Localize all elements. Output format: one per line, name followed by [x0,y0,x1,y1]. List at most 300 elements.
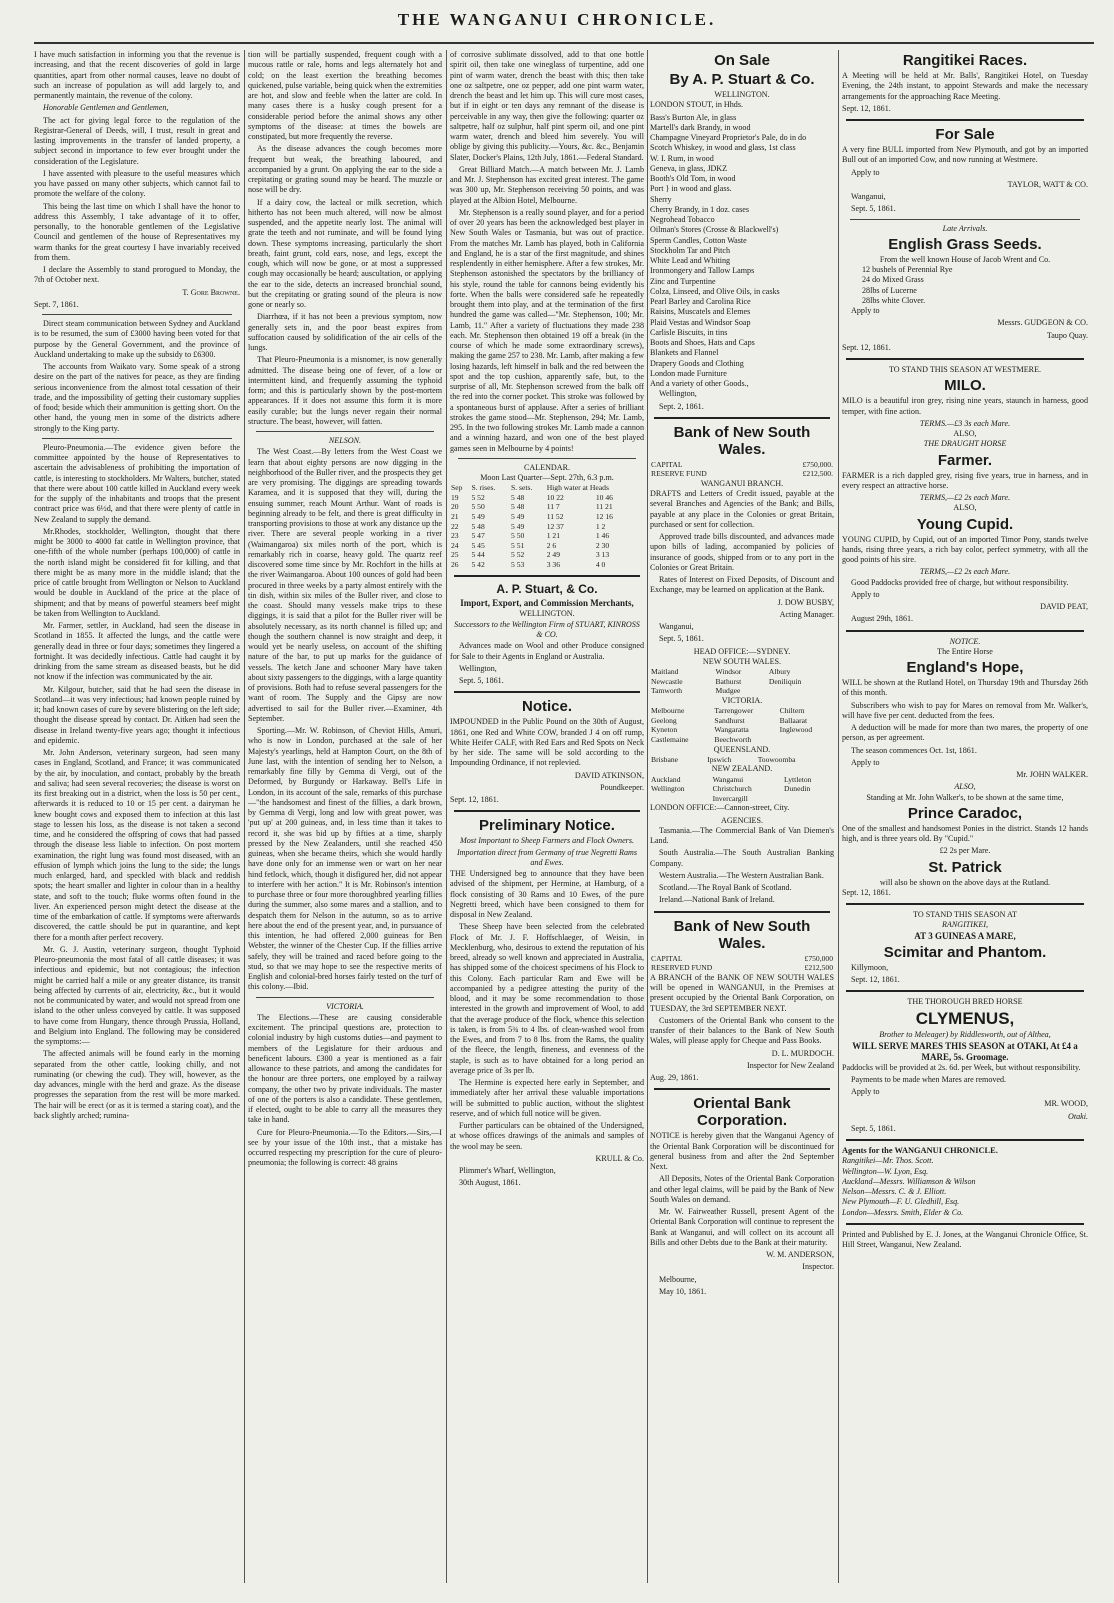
ad-date: August 29th, 1861. [851,614,914,624]
ad-date: Sept. 5, 1861. [459,676,504,686]
ad-body: A BRANCH of the BANK OF NEW SOUTH WALES will be opened in WANGANUI, in the Premises at present occupied by the Oriental Bank Corporation, on TUESDAY, the 3rd SEPTEMBER NEXT. [650,972,834,1013]
ad-body: Advances made on Wool and other Produce consigned for Sale to their Agents in England or Australia. [450,641,644,661]
ad-subtitle: Brother to Meleager) by Riddlesworth, out of Althea, [879,1030,1051,1040]
calendar-cell: 5 45 [471,540,485,550]
signature: T. Gore Browne. [182,287,240,297]
article-paragraph: Mr. Farmer, settler, in Auckland, had seen the disease in Scotland in 1855. It affected the lungs, and the cattle were generally dead in three or four days; sometimes they lingered a fortnight. It was decidedly infectious. Cattle had caught it by drinking from the same stream as diseased beasts, but he did not know if the infection was communicated by the air. [34,621,240,682]
capital-table [650,460,834,479]
agent-item: Nelson—Messrs. C. & J. Elliott. [842,1187,947,1196]
ad-title: Farmer. [937,451,993,469]
branch-cell: Inglewood [779,725,813,735]
ad-body: DRAFTS and Letters of Credit issued, payable at the several Branches and Agencies of the Bank; and Bills, payable at any place in the Colonies or great Britain, purchased or sent for collection. [650,489,834,529]
ad-body: Mr. W. Fairweather Russell, present Agent of the Oriental Bank Corporation will continue to represent the Bank at Wanganui, and will collect on its account all Bills and other Debts due to the Bank at their maturity. [650,1207,834,1247]
goods-item: Ironmongery and Tallow Lamps [650,266,755,276]
calendar-row [450,522,644,532]
calendar-cell: 5 50 [511,531,525,541]
capital-label: CAPITAL [651,953,683,963]
reserve-label: RESERVE FUND [651,469,707,479]
ad-pre: Standing at Mr. John Walker's, to be shown at the same time, [866,792,1064,802]
branch-cell: Melbourne [651,706,685,716]
ad-place: Melbourne, [659,1274,697,1284]
ad-pre: The Entire Horse [937,646,993,656]
ad-body: A deduction will be made for more than two mares, the property of one person, as per agreement. [842,723,1088,743]
ad-body: Further particulars can be obtained of the Undersigned, at whose offices drawings of the animals and samples of the wool may be seen. [450,1121,644,1151]
ad-title: For Sale [935,126,995,143]
ad-title: Oriental Bank Corporation. [693,1095,791,1130]
reserve-value: £212,500. [802,469,833,479]
article-paragraph: The affected animals will be found early in the morning separated from the other cattle, looking chilly, and not ruminating (or chewing the cud). They will, however, as the day advances, mingle with the herd and graze. As the disease progresses the separation from the rest will be more marked. The hair will be erect (or as it is termed a staring coat), and the back slightly arched; rumina- [34,1049,240,1120]
ad-body: MILO is a beautiful iron grey, rising nine years, staunch in harness, good temper, with fine action. [842,396,1088,416]
goods-item: Scotch Whiskey, in wood and glass, 1st class [650,143,796,153]
article-paragraph: Direct steam communication between Sydney and Auckland is to be resumed, the sum of £3000 having been voted for that purpose by the General Government, and the province of Auckland undertaking to make up the subsidy to £6300. [34,319,240,359]
agency: Tasmania.—The Commercial Bank of Van Diemen's Land. [650,825,834,846]
ad-body: IMPOUNDED in the Public Pound on the 30th of August, 1861, one Red and White COW, branded J 4 on off rump, White Heifer CALF, with Red Ears and Red Spots on Neck by her side. The same will be sold according to the Impounding Ordinance, if not replevied. [450,717,644,768]
ad-body: FARMER is a rich dappled grey, rising five years, true in harness, and in every respect an attractive horse. [842,470,1088,490]
calendar-row [450,493,644,503]
agents-heading: Agents for the WANGANUI CHRONICLE. [842,1146,998,1155]
ad-date: Sept. 12, 1861. [842,887,891,897]
signature-role: Inspector. [802,1262,834,1272]
branch-cell: Christchurch [712,784,752,794]
branch-cell: Sandhurst [714,715,745,725]
goods-item: Bass's Burton Ale, in glass [650,112,737,122]
branch-cell: Deniliquin [768,676,802,686]
late-arrivals: Late Arrivals. [942,223,988,233]
calendar-row [450,550,644,560]
branch-cell [783,794,834,804]
branch-cell [768,686,834,696]
signature: W. M. ANDERSON, [766,1250,834,1260]
signature: D. L. MURDOCH. [771,1048,834,1058]
branch-cell: Windsor [715,667,742,677]
stand-heading: TO STAND THIS SEASON AT WESTMERE. [888,365,1042,374]
also-label: ALSO, [953,503,977,513]
article-paragraph: I declare the Assembly to stand prorogued to Monday, the 7th of October next. [34,265,240,285]
branch-cell [779,735,834,745]
divider [846,1139,1084,1141]
goods-item: Zinc and Turpentine [650,276,716,286]
branch-cell: Bathurst [715,676,742,686]
article-paragraph: Mr. John Anderson, veterinary surgeon, had seen many cases in England, Scotland, and France; it was communicated by the air, by inoculation, and contact, probably by the breath and saliva; had seen several recoveries; the disease is worst on its first breaking out in a district, when the loss is 50 per cent., afterwards it is reduced to 10 or 15 per cent. a dairyman he knew bought cows and exposed them to infection at this last stage to lessen his loss, as the disease is not taken a second time, and he considered the offspring of cows that had passed through the disease less liable to infection. On post mortem examination, the right lung was found most diseased, with an effusion of lymph which joins the lung to the side; the lungs much enlarged, hard, and speckled with black and reddish spots; the heart smaller and lighter in colour than in a healthy state, and soft to the touch; fluke worms often found in the liver. An experienced person might detect the disease at the time of the embarkation of cattle. If symptoms were afterwards discovered, the cattle should be put in quarantine, and kept there for a month after perfect recovery. [34,748,240,942]
ad-place: Wellington, [659,389,697,399]
goods-list [650,113,834,390]
calendar-cell: 5 52 [471,492,485,502]
divider [654,417,830,419]
calendar-cell: 23 [451,531,459,541]
calendar-cell: 22 [451,521,459,531]
ad-date: Sept. 2, 1861. [659,401,704,411]
article-paragraph: The Elections.—These are causing considerable excitement. The principal questions are, protection to colonial industry by high customs duties—and payment to members of the Legislature for their arduous and beneficent labours. £300 a year is mentioned as a fair allowance to these patriots, and among the candidates for the honour are three porters, one employed by a railway company, the other two by private individuals. The master of one of the porters is also a candidate. These gentlemen, if elected, ought to be able to carry all the measures they take in hand. [248,1012,442,1125]
branch-cell: Kyneton [651,725,678,735]
goods-item: Champagne Vineyard Proprietor's Pale, do in do [650,133,807,142]
ad-title: English Grass Seeds. [888,235,1042,253]
calendar-cell: 5 49 [471,512,485,522]
divider [846,990,1084,992]
ad-place: Plimmer's Wharf, Wellington, [459,1166,556,1176]
ad-title: CLYMENUS, [915,1009,1015,1029]
calendar-cell: 1 2 [595,521,606,531]
goods-item: Sherry [650,194,672,204]
ad-pre: THE THOROUGH BRED HORSE [907,997,1023,1006]
capital-value: £750,000. [802,459,833,469]
capital-label: CAPITAL [651,459,683,469]
ad-apply: Apply to [851,306,880,315]
seed-item: 12 bushels of Perennial Rye [862,265,953,274]
agent-item: London—Messrs. Smith, Elder & Co. [842,1207,964,1217]
ad-body: Payments to be made when Mares are removed. [851,1074,1007,1084]
goods-item: Blankets and Flannel [650,348,719,358]
ad-body: A very fine BULL imported from New Plymouth, and got by an imported Bull out of an imported Cow, and now running at Westmere. [842,145,1088,165]
ad-body: Good Paddocks provided free of charge, but without responsibility. [851,577,1069,587]
stand-heading: TO STAND THIS SEASON AT [913,910,1017,919]
calendar-cell: 5 48 [511,502,525,512]
ad-place: Killymoon, [851,962,889,972]
region-heading: VICTORIA. [721,695,763,705]
branch-row [650,667,834,677]
calendar-cell: 11 52 [546,512,564,522]
signature: KRULL & Co. [595,1153,644,1163]
calendar-row [450,531,644,541]
agency: South Australia.—The South Australian Banking Company. [650,848,834,868]
ad-body: WILL SERVE MARES THIS SEASON at OTAKI, At £4 a MARE, 5s. Groomage. [852,1040,1078,1062]
imprint: Printed and Published by E. J. Jones, at the Wanganui Chronicle Office, St. Hill Street, Wanganui, New Zealand. [842,1229,1088,1249]
calendar-cell: 25 [451,550,459,560]
notice-heading: NOTICE. [949,636,981,646]
branch-cell: Ipswich [707,754,732,764]
signature: TAYLOR, WATT & CO. [1007,179,1088,189]
calendar-cell: 21 [451,512,459,522]
signature-role: Poundkeeper. [600,782,644,792]
ad-body: Subscribers who wish to pay for Mares on removal from Mr. Walker's, will have five per cent. deducted from the fees. [842,700,1088,720]
agency: Western Australia.—The Western Australian Bank. [659,870,824,880]
ad-terms: TERMS,—£2 2s each Mare. [919,567,1011,577]
ad-place: Otaki. [1067,1111,1088,1121]
section-heading: NELSON. [328,436,362,445]
calendar-header: Sep [451,483,463,493]
ad-body: The season commences Oct. 1st, 1861. [851,745,977,755]
article-paragraph: Mr. Stephenson is a really sound player, and for a period of over 20 years has been the acknowledged best player in New South Wales or Tasmania, but was out of practice. From the matches Mr. Lamb has played, both in California and England, he is a star of the first magnitude, and shines resplendently in either hemisphere. After a few strokes, Mr. Stephenson astonished the spectators by the brilliancy of his style, round the table for cannons being evidently his forte. When the balls were considered safe he repeatedly brought them into play, and at the termination of the first hundred the game was called—"Mr. Stephenson, 100; Mr. Lamb, 11." After a variety of fluctuations they made 238 each. Mr. Stephenson then obtained 19 off a break (in the course of which he made some extraordinary screws), making the game 257 to 238. Mr. Lamb, after making a few losing hazards, left himself in balk and the red between the spot and the top cushion, apparently safe, but, to the surprise of all, Mr. Stephenson screwed from the balk off the red into the corner pocket. This stroke was followed by a spontaneous burst of applause. After a series of brilliant strokes the game stood—Mr. Stephenson, 294; Mr. Lamb, 295. In the two following strokes Mr. Lamb made a cannon and a winning hazard, and won one of the best played games seen in Melbourne by 4 points! [450,207,644,453]
branch-table [650,775,834,804]
agency: Ireland.—National Bank of Ireland. [659,895,775,905]
ad-body: WILL be shown at the Rutland Hotel, on Thursday 19th and Thursday 26th of this month. [842,678,1088,698]
goods-item: W. I. Rum, in wood [650,153,714,163]
seed-list [842,265,1088,306]
article-paragraph: The West Coast.—By letters from the West Coast we learn that about eighty persons are now digging in the neighborhood of the Buller river, and the prospects they get are very promising. The diggings are spreading towards Karamea, and it is supposed that they will, during the ensuing summer, reach Mount Arthur. Want of roads is beginning already to be felt, and there is great difficulty in transporting provisions to those at work any distance up the river. There are several people working in a river (Waimangaroa) six miles north of the port, which is remarkably rich in coarse, heavy gold. The quartz reef discovered some time since by Mr. Rochfort in the hills at the river Waimangaroa. About 100 ounces of gold had been procured in three weeks by a party almost entirely with the tin dish, within six miles of the Buller river, and close to the coast. Should many vessels make trips to these diggings, it is said that a pilot for the Buller river will be absolutely necessary, as its north channel is filled up; and though the southern channel is now straight and deep, it would yet be nearly useless, on account of the shifting nature of the bar, to put up marks for the guidance of vessels. The ketch Jane and schooner Mary have taken about sixty passengers to the diggings, with a large quantity of provisions. Both had to refuse several passengers for the want of room. The Supply and the Gipsy are now advertised to sail for the Buller river.—Examiner, 4th September. [248,447,442,723]
branch-cell: Toowoomba [757,754,796,764]
branch-row [650,775,834,785]
ad-date: Sept. 12, 1861. [842,103,891,113]
calendar-cell: 5 49 [511,512,525,522]
branch-name: WANGANUI BRANCH. [700,478,784,488]
address-line: Honorable Gentlemen and Gentlemen, [43,103,169,113]
calendar-table [450,483,644,569]
goods-item: Booth's Old Tom, in wood [650,174,736,183]
branch-cell: Geelong [651,715,677,725]
head-office: HEAD OFFICE:—SYDNEY. [693,646,791,656]
calendar-cell: 11 7 [546,502,560,512]
agent-item: Rangitikei—Mr. Thos. Scott. [842,1156,934,1166]
ad-title: Scimitar and Phantom. [883,943,1047,961]
ad-subtitle: Importation direct from Germany of true Negretti Rams and Ewes. [456,847,638,867]
ad-place: WELLINGTON. [714,90,770,99]
calendar-cell: 2 49 [546,550,560,560]
ad-body: THE Undersigned beg to announce that they have been advised of the shipment, per Hermine, at Hamburg, of a flock consisting of 30 Rams and 10 Ewes, of the pure Negretti breed, which have been consigned to them for disposal in New Zealand. [450,869,644,920]
ad-body: These Sheep have been selected from the celebrated Flock of Mr. J. F. Hoffschlaeger, of Weisin, in Mecklenburg, who, desirous to extend the reputation of his breed, already so well known and appreciated in Australia, has shipped some of the choicest specimens of his Flock to this Colony. Each particular Ram and Ewe will be accompanied by a pedigree attesting the purity of the blood, and it may be some recommendation to those interested in the growth and improvement of Wool, to add that the average produce of the flock, whence this selection is taken, is from 5¾ to 4 lbs. of clean-washed wool from the Ewes, and from 7 to 8 lbs. from the Rams, the quality of the fleece, the length, fineness, and evenness of the staple, is such as to have obtained for a long period an average price of 3s per lb. [450,922,644,1075]
divider [256,997,434,998]
stand-place: RANGITIKEI, [941,920,989,930]
divider [846,903,1084,905]
calendar-cell: 24 [451,540,459,550]
ad-apply: Apply to [851,757,880,767]
branch-cell: Maitland [651,667,679,677]
column-1 [34,50,240,1583]
branch-cell: Albury [768,667,791,677]
branch-table [650,667,834,696]
column-5 [842,50,1088,1583]
branch-cell: Tamworth [651,686,683,696]
ad-body: YOUNG CUPID, by Cupid, out of an imported Timor Pony, stands twelve hands, rising three years, a rich bay color, perfect symmetry, with all the good points of his sire. [842,534,1088,564]
seed-item: 28lbs white Clover. [862,295,926,305]
ad-place: WELLINGTON. [519,608,575,618]
branch-table [650,706,834,744]
ad-subtitle: Most Important to Sheep Farmers and Flock Owners. [460,836,634,846]
agent-item: Auckland—Messrs. Williamson & Wilson [842,1176,976,1186]
column-divider [446,50,447,1583]
article-paragraph: tion will be partially suspended, frequent cough with a mucous rattle or rale, horns and legs alternately hot and cold; on the least exertion the breathing becomes quickened, pulse variable, being quick when the extremities are hot, and slow and feeble when the latter are cold. In many cases there is a husky cough present for a considerable period before the animal shows any other symptoms of the disease: at times the bowels are constipated, but more frequently the reverse. [248,50,442,141]
branch-cell: Newcastle [651,676,683,686]
branch-cell: Wangaratta [714,725,749,735]
signature-role: Inspector for New Zealand [747,1060,834,1070]
branch-cell: Beechworth [714,735,752,744]
branch-cell: Ballaarat [779,715,808,725]
goods-item: Stockholm Tar and Pitch [650,245,730,255]
calendar-cell: 19 [451,492,459,502]
ad-subtitle: Import, Export, and Commission Merchants, [460,597,634,608]
ad-body: One of the smallest and handsomest Ponies in the district. Stands 12 hands high, and is three years old. By "Cupid." [842,823,1088,843]
section-heading: VICTORIA. [326,1001,364,1011]
calendar-row [450,560,644,570]
goods-item: Sperm Candles, Cotton Waste [650,235,747,245]
ad-title: On Sale [714,52,770,69]
divider [654,911,830,913]
seed-item: 24 do Mixed Grass [862,275,924,285]
ad-title: Rangitikei Races. [902,52,1028,69]
ad-title: Young Cupid. [916,515,1014,533]
article-paragraph: The accounts from Waikato vary. Some speak of a strong desire on the part of the natives for peace, as they are finding serious inconvenience from the almost total cessation of their trade, and the impossibility of getting their customary supplies of food; beside which their ammunition is getting short. On the other hand, the young men in some of the districts adhere strongly to the King party. [34,362,240,433]
region-heading: NEW ZEALAND. [711,764,773,774]
article-paragraph: Great Billiard Match.—A match between Mr. J. Lamb and Mr. J. Stephenson has excited great interest. The game was 300 up, Mr. Stephenson receiving 50 points, and was played at the Albion Hotel, Melbourne. [450,164,644,205]
calendar-cell: 4 0 [595,560,606,569]
signature: Messrs. GUDGEON & CO. [997,318,1088,328]
branch-row [650,735,834,745]
calendar-cell: 5 53 [511,560,525,569]
signature: Mr. JOHN WALKER. [1016,770,1088,779]
goods-item: Oilman's Stores (Crosse & Blackwell's) [650,225,779,235]
ad-date: Sept. 12, 1861. [842,342,891,352]
branch-cell: Tarrengower [714,706,754,716]
ad-body: The Hermine is expected here early in September, and immediately after her arrival these valuable importations will be submitted to public auction, without the slightest reserve, and of which full notice will be given. [450,1078,644,1118]
capital-value: £750,000 [804,953,833,963]
article-paragraph: Pleuro-Pneumonia.—The evidence given before the committee appointed by the house of Representatives to ascertain the advisableness of prohibiting the importation of cattle, is interesting to stockholders. Mr Walters, butcher, stated that there were about 100 cattle killed in Auckland every week for the supply of the inhabitants and troops that the present contract price was 6½d, and that there were plenty of cattle in New Zealand to supply the demand. [34,442,240,524]
divider [454,691,640,693]
calendar-header: S. rises. [471,483,496,493]
article-paragraph: Mr. G. J. Austin, veterinary surgeon, thought Typhoid Pleuro-pneumonia the most fatal of all cattle diseases; it was infectious and epidemic, but not contagious; the infection might be carried half a mile or any greater distance, its transit being affected by currents of air, electricity, &c., but it would not be communicated by water, and would not spread from one island to the other unless conveyed by cattle. It was supposed to have come from Hungary, thence through Prussia, Holland, and Belgium into England. The following may be considered the symptoms:— [34,944,240,1046]
divider [846,1223,1084,1225]
calendar-cell: 3 36 [546,560,560,569]
region-heading: NEW SOUTH WALES. [702,656,782,666]
london-office: LONDON OFFICE:—Cannon-street, City. [650,803,790,813]
ad-title: St. Patrick [928,858,1002,876]
calendar-cell: 12 16 [595,512,613,522]
calendar-cell: 1 21 [546,531,560,541]
branch-row [650,706,834,716]
ad-body: Paddocks will be provided at 2s. 6d. per Week, but without responsibility. [842,1062,1081,1072]
agency: Scotland.—The Royal Bank of Scotland. [659,883,792,893]
calendar-cell: 5 49 [511,521,525,531]
ad-date: 30th August, 1861. [459,1178,521,1188]
region-heading: QUEENSLAND. [713,744,771,754]
reserve-value: £212,500 [804,963,833,973]
branch-cell: Castlemaine [651,735,689,744]
agents-list [842,1156,1088,1218]
ad-terms: TERMS,—£2 2s each Mare. [919,493,1011,502]
ad-apply: Apply to [851,589,880,599]
article-paragraph: If a dairy cow, the lacteal or milk secretion, which hitherto has not been much altered, will now be almost suspended, and the appetite nearly lost. The animal will grate the teeth and not ruminate, and will be found lying down. These symptoms increasing, particularly the short breath, faint grunt, cold ears, nose, and legs, except the cough, which will now be gone, or at most a suppressed cough may occasionally be heard; auscultation, or applying the ear to the side, detects an increased bronchial sound, but the crepitating or grating sound of the pleura is now gone or nearly so. [248,197,442,309]
branch-cell: Lyttleton [784,774,812,784]
ad-subtitle: From the well known House of Jacob Wrent and Co. [879,254,1051,264]
branch-row [650,725,834,735]
calendar-cell: 5 48 [471,521,485,531]
divider [458,458,636,459]
calendar-cell: 10 22 [546,492,564,502]
ad-title: A. P. Stuart, & Co. [496,581,598,596]
article-paragraph: Mr.Rhodes, stockholder, Wellington, thought that there might be 3000 to 4000 fat cattle in Wellington province, that one-fifth of the whole number (perhaps 100,000) of cattle in the north island might be considered fit for killing, and that there might be as many more in the middle island; that the price of cattle brought from Wellington or Nelson to Auckland would be double in Auckland of the price at the place of shipment; and that by means of powerful steamers beef might be taken from Wellington to Auckland. [34,526,240,618]
signature: MR. WOOD, [1044,1099,1088,1109]
article-paragraph: Diarrhœa, if it has not been a previous symptom, now generally sets in, and the poor beast expires from suffocation caused by solidification of the air cells of the lungs. [248,312,442,352]
calendar-title: CALENDAR. [523,462,571,472]
ad-title: Notice. [521,698,572,716]
article-paragraph: Sporting.—Mr. W. Robinson, of Cheviot Hills, Amuri, who is now in London, purchased at the sale of her Majesty's yearlings, held at Hampton Court, on the 8th of June last, with the intention of sending her to Nelson, a remarkably fine filly by Gemma di Vergi, out of the Deformed, by Burgundy or Harkaway. Bell's Life in London, in its account of the sale, remarks of this purchase—"the handsomest and finest of the fillies, a dark brown, by Gemma di Vergi, long and low with great power, was 'put up' at 200 guineas, and, in less time than it takes to record it, she was bid up by fifties at a time, sharply pressed by the New Zealanders, until she reached 450 guineas, when she became theirs, which she would hardly have done only for an immense wen or wart on her near hind fetlock, which, though it disfigured her, did not appear to interfere with her action." It is Mr. Robinson's intention to purchase three or four more thoroughbred yearling fillies during the summer, also some mares and a stallion, and to despatch them for Nelson in the autumn, so as to arrive here about the end of the present year, and, in pursuance of this intention, he had offered 2,000 guineas for Ben Webster, the winner of the Chester Cup. If the fillies arrive safely, they will be trained and raced before going to the stud, so that we may hope to see the respective merits of English and colonial-bred horses fairly tested on the turf of this colony.—Ibid. [248,726,442,992]
ad-title: Preliminary Notice. [479,817,615,835]
branch-cell [650,794,712,804]
ad-date: Sept. 12, 1861. [450,795,499,805]
ad-title: Bank of New South Wales. [673,423,811,458]
ad-date: Sept. 5, 1861. [659,634,704,644]
agent-item: Wellington—W. Lyon, Esq. [842,1166,929,1176]
seed-item: 28lbs of Lucerne [862,285,917,295]
calendar-cell: 26 [451,560,459,569]
calendar-cell: 20 [451,502,459,512]
ad-title: Bank of New South Wales. [673,917,811,952]
goods-item: Geneva, in glass, JDKZ [650,163,728,173]
ad-lead: LONDON STOUT, in Hhds. [650,100,744,110]
ad-date: Sept. 5, 1861. [851,204,896,214]
ad-body: Rates of Interest on Fixed Deposits, of Discount and Exchange, may be learned on application at the Bank. [650,575,834,595]
calendar-header-row [450,483,644,493]
goods-item: White Lead and Whiting [650,256,731,265]
calendar-cell: 5 42 [471,560,485,569]
goods-item: Cherry Brandy, in 1 doz. cases [650,204,750,214]
goods-item: Plaid Vestas and Windsor Soap [650,317,751,327]
signature-role: Acting Manager. [779,609,834,619]
ad-subtitle: Successors to the Wellington Firm of STUART, KINROSS & CO. [454,619,640,640]
ad-terms: TERMS.—£3 3s each Mare. [919,418,1011,428]
branch-cell: Wanganui [712,774,744,784]
article-paragraph: This being the last time on which I shall have the honor to address this Assembly, I take advantage of it to offer, personally, to the honorable gentlemen of the Legislative Council and gentlemen of the house of Representatives my warm thanks for the great courtesy I have invariably received from them. [34,201,240,262]
calendar-cell: 10 46 [595,492,613,502]
ad-body: will also be shown on the above days at the Rutland. [879,877,1051,887]
signature: DAVID PEAT, [1040,602,1088,611]
column-divider [244,50,245,1583]
goods-item: Carlisle Biscuits, in tins [650,327,728,337]
branch-row [650,794,834,804]
ad-date: Aug. 29, 1861. [650,1073,699,1083]
calendar-cell: 2 30 [595,540,610,550]
calendar-cell: 5 47 [471,531,485,541]
ad-title: MILO. [944,377,986,395]
divider [454,810,640,812]
calendar-header: S. sets. [511,483,533,493]
agent-item: New Plymouth—F. U. Gledhill, Esq. [842,1197,960,1207]
branch-table [650,755,834,765]
agencies-heading: AGENCIES. [720,815,764,825]
masthead-rule [34,42,1094,44]
calendar-header: High water at Heads [546,483,609,493]
branch-cell: Dunedin [784,784,811,794]
calendar-cell: 12 37 [546,521,564,531]
branch-cell: Invercargill [712,793,748,803]
signature: DAVID ATKINSON, [574,770,644,780]
divider [454,575,640,577]
calendar-cell: 5 50 [471,502,485,512]
branch-row [650,784,834,794]
goods-item: Pearl Barley and Carolina Rice [650,297,751,306]
calendar-cell: 5 51 [511,540,525,550]
calendar-row [450,512,644,522]
goods-item: Martell's dark Brandy, in wood [650,122,751,132]
divider [42,438,232,439]
calendar-cell: 11 21 [595,502,613,512]
article-paragraph: The act for giving legal force to the regulation of the Registrar-General of Deeds, will, I trust, result in great and lasting improvements in the transfer of landed property, a subject second in importance to few ever brought under the consideration of the Legislature. [34,115,240,166]
goods-item: Port } in wood and glass. [650,184,732,194]
goods-item: Colza, Linseed, and Olive Oils, in casks [650,286,780,296]
column-4 [650,50,834,1583]
ad-body: Approved trade bills discounted, and advances made upon bills of lading, accompanied by policies of insurance of goods, shipped from or to any port in the Colonies or Great Britain. [650,532,834,572]
ad-title: England's Hope, [906,659,1024,676]
ad-date: May 10, 1861. [659,1286,707,1296]
goods-item: London made Furniture [650,368,727,378]
ad-body: NOTICE is hereby given that the Wanganui Agency of the Oriental Bank Corporation will be discontinued for general business from and after the 2nd September Next. [650,1131,834,1172]
article-paragraph: That Pleuro-Pneumonia is a misnomer, is now generally admitted. The disease being one of fever, of a low or intermittent kind, and frequently assuming the typhoid form; and this is particularly shown by the post-mortem appearances. If it does not assume this form it is more easily curable; but the lungs never regain their normal structure. The beast, however, will fatten. [248,355,442,426]
goods-item: Negrohead Tobacco [650,215,715,224]
divider [654,1088,830,1090]
ad-body: Customers of the Oriental Bank who consent to the transfer of their balances to the Bank of New South Wales, will please apply for Cheque and Pass Books. [650,1015,834,1046]
branch-row [650,716,834,726]
branch-cell: Brisbane [651,754,678,764]
ad-apply: Apply to [851,167,880,177]
divider [850,219,1080,220]
divider [846,630,1084,632]
article-paragraph: of corrosive sublimate dissolved, add to that one bottle spirit oil, then take one wineglass of turpentine, add one pint of warm water, drench the beast with this; then take one oz saltpetre, one oz pepper, add one pint warm water, drench the beast and let him up. This will cure most cases, but if in eight or ten days any remnant of the disease is perceivable in any way, then give the following: quarter oz saltpetre, half oz sulphur, half pint sperm oil, and one pint warm water, drench and bleed him severely. You will oblige by giving this publicity.—Yours, &c. &c., Benjamin Slater, Docker's Plains, 12th July, 1861.—Federal Standard. [450,50,644,162]
ad-date: Sept. 5, 1861. [851,1123,896,1133]
branch-cell: Mudgee [715,686,741,696]
calendar-cell: 5 48 [511,492,525,502]
goods-item: Boots and Shoes, Hats and Caps [650,338,755,347]
article-paragraph: Mr. Kilgour, butcher, said that he had seen the disease in Scotland—it was very infectious; had known people ruined by it; had known cases of cure by severe blistering on the left side; thought the disease spread by contact. Dr. Aitken had seen the disease in Ireland twenty-five years ago; thought it infectious and epidemic. [34,684,240,745]
calendar-cell: 2 6 [546,540,557,550]
calendar-cell: 5 52 [511,550,525,560]
ad-body: A Meeting will be held at Mr. Balls', Rangitikei Hotel, on Tuesday Evening, the 24th instant, to appoint Stewards and make the necessary arrangements for the approaching Race Meeting. [842,71,1088,101]
